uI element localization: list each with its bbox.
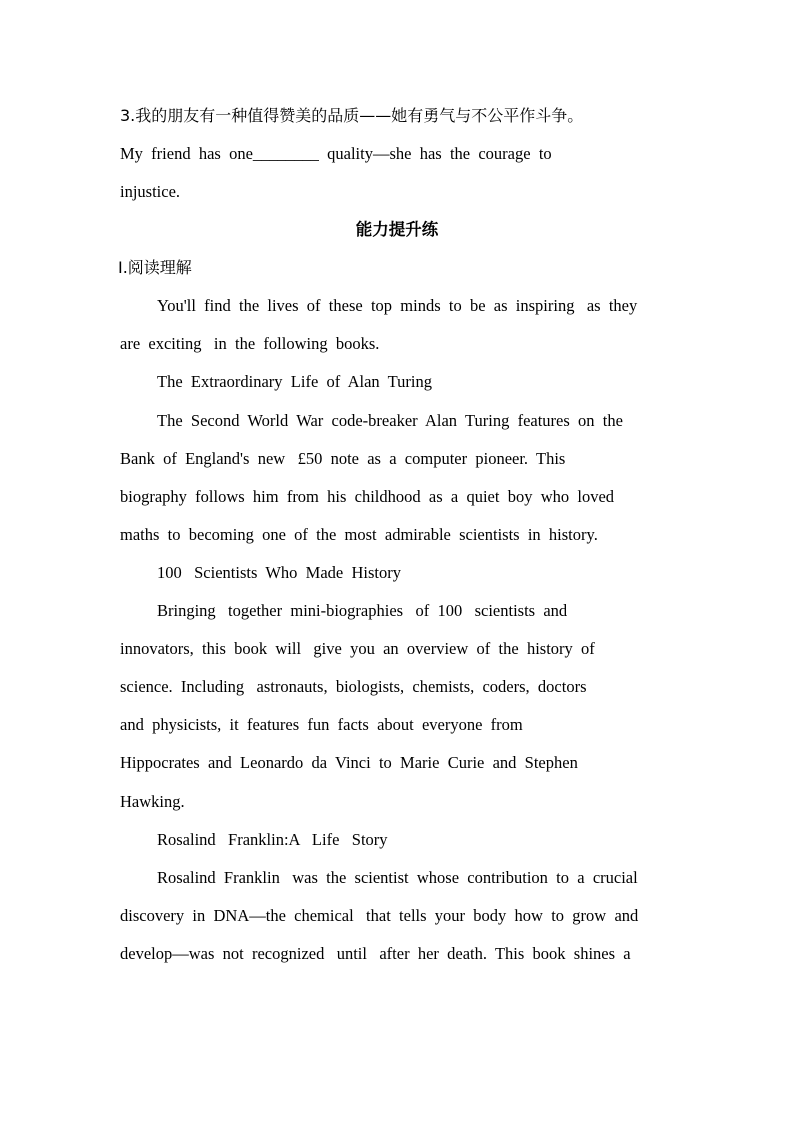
intro-line: are exciting in the following books. xyxy=(120,334,380,353)
section-title: 能力提升练 xyxy=(355,220,439,239)
exercise-english-line: injustice. xyxy=(120,182,181,201)
intro-line: You'll find the lives of these top minds to be as inspiring as they xyxy=(157,296,638,315)
book-title-100-scientists: 100 Scientists Who Made History xyxy=(157,563,401,582)
exercise-chinese-sentence: 3.我的朋友有一种值得赞美的品质——她有勇气与不公平作斗争。 xyxy=(120,106,584,125)
exercise-english-line: My friend has one________ quality—she has the courage to xyxy=(120,144,552,163)
book-description-line: Bank of England's new £50 note as a computer pioneer. This xyxy=(120,449,566,468)
book-description-line: Rosalind Franklin was the scientist whose contribution to a crucial xyxy=(157,868,638,887)
book-description-line: develop—was not recognized until after her death. This book shines a xyxy=(120,944,631,963)
book-description-line: discovery in DNA—the chemical that tells your body how to grow and xyxy=(120,906,639,925)
book-description-line: biography follows him from his childhood as a quiet boy who loved xyxy=(120,487,615,506)
book-description-line: Hawking. xyxy=(120,792,185,811)
book-description-line: maths to becoming one of the most admirable scientists in history. xyxy=(120,525,598,544)
book-description-line: and physicists, it features fun facts about everyone from xyxy=(120,715,523,734)
book-description-line: innovators, this book will give you an overview of the history of xyxy=(120,639,595,658)
part-label: Ⅰ.阅读理解 xyxy=(118,258,192,277)
book-description-line: Bringing together mini-biographies of 100 scientists and xyxy=(157,601,568,620)
book-title-turing: The Extraordinary Life of Alan Turing xyxy=(157,372,432,391)
book-description-line: Hippocrates and Leonardo da Vinci to Marie Curie and Stephen xyxy=(120,753,578,772)
book-description-line: The Second World War code-breaker Alan Turing features on the xyxy=(157,411,623,430)
book-description-line: science. Including astronauts, biologists, chemists, coders, doctors xyxy=(120,677,587,696)
book-title-rosalind-franklin: Rosalind Franklin:A Life Story xyxy=(157,830,388,849)
